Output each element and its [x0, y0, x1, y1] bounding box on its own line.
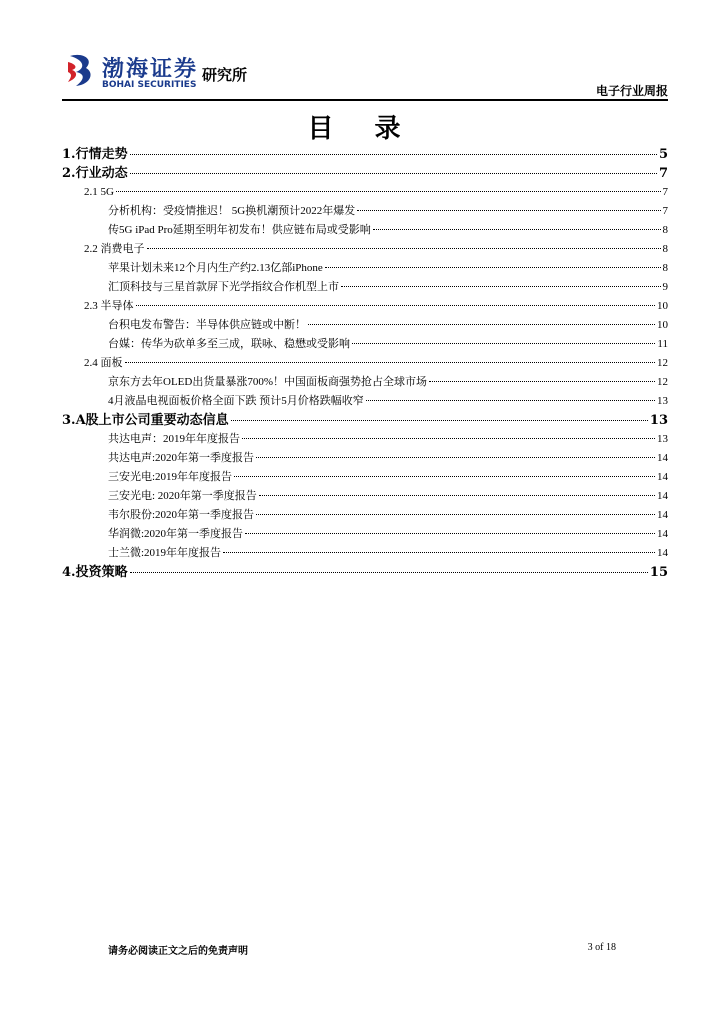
toc-dot-leader [234, 476, 655, 477]
toc-entry[interactable] [62, 259, 668, 278]
toc-dot-leader [259, 495, 655, 496]
toc-entry-page: 7 [662, 186, 668, 198]
toc-entry-label: 3.A股上市公司重要动态信息 [62, 413, 229, 428]
toc-entry[interactable] [62, 278, 668, 297]
toc-dot-leader [116, 191, 661, 192]
toc-entry[interactable] [62, 411, 668, 430]
toc-entry[interactable] [62, 487, 668, 506]
toc-entry-label: 2.4 面板 [84, 357, 123, 369]
toc-entry[interactable] [62, 221, 668, 240]
toc-entry-label: 京东方去年OLED出货量暴涨700%！中国面板商强势抢占全球市场 [108, 376, 427, 388]
toc-entry[interactable] [62, 373, 668, 392]
toc-entry-label: 4月液晶电视面板价格全面下跌 预计5月价格跌幅收窄 [108, 395, 364, 407]
toc-title: 目 录 [307, 114, 417, 144]
toc-entry-page: 9 [662, 281, 668, 293]
toc-entry-label: 士兰微:2019年年度报告 [108, 547, 222, 559]
toc-dot-leader [242, 438, 655, 439]
toc-entry-label: 传5G iPad Pro延期至明年初发布！供应链布局或受影响 [108, 224, 371, 236]
toc-entry-page: 14 [657, 509, 668, 521]
toc-entry-page: 8 [662, 243, 668, 255]
toc-entry[interactable] [62, 544, 668, 563]
toc-entry-label: 2.2 消费电子 [84, 243, 145, 255]
toc-entry-page: 8 [662, 224, 668, 236]
toc-dot-leader [130, 173, 657, 174]
toc-entry-page: 13 [657, 433, 668, 445]
toc-dot-leader [373, 229, 661, 230]
toc-entry[interactable] [62, 164, 668, 183]
toc-dot-leader [341, 286, 661, 287]
toc-entry-page: 7 [662, 205, 668, 217]
toc-entry-page: 12 [657, 376, 668, 388]
toc-dot-leader [130, 572, 648, 573]
toc-entry[interactable] [62, 449, 668, 468]
toc-dot-leader [366, 400, 655, 401]
toc-entry[interactable] [62, 354, 668, 373]
toc-dot-leader [245, 533, 655, 534]
toc-entry[interactable] [62, 183, 668, 202]
toc-dot-leader [130, 154, 657, 155]
toc-entry-page: 15 [649, 565, 668, 580]
toc-entry[interactable] [62, 297, 668, 316]
toc-entry-page: 7 [658, 166, 668, 181]
toc-entry-label: 2.3 半导体 [84, 300, 134, 312]
toc-entry[interactable] [62, 240, 668, 259]
toc-entry-page: 11 [657, 338, 668, 350]
toc-entry-label: 汇顶科技与三星首款屏下光学指纹合作机型上市 [108, 281, 339, 293]
toc-entry-page: 14 [657, 471, 668, 483]
logo-english-name: BOHAI SECURITIES [102, 80, 197, 90]
toc-entry[interactable] [62, 316, 668, 335]
toc-dot-leader [223, 552, 655, 553]
toc-entry[interactable] [62, 202, 668, 221]
toc-entry[interactable] [62, 563, 668, 582]
toc-entry-page: 14 [657, 547, 668, 559]
toc-entry-label: 2.1 5G [84, 186, 114, 198]
toc-entry-label: 2.行业动态 [62, 166, 128, 181]
table-of-contents [62, 145, 668, 582]
toc-entry-label: 三安光电: 2020年第一季度报告 [108, 490, 257, 502]
bohai-logo-icon [64, 52, 96, 88]
toc-entry-label: 台媒：传华为砍单多至三成，联咏、稳懋或受影响 [108, 338, 350, 350]
toc-dot-leader [147, 248, 661, 249]
toc-entry-label: 三安光电:2019年年度报告 [108, 471, 233, 483]
toc-entry-label: 韦尔股份:2020年第一季度报告 [108, 509, 255, 521]
toc-entry-page: 13 [657, 395, 668, 407]
toc-dot-leader [308, 324, 655, 325]
toc-entry-label: 苹果计划未来12个月内生产约2.13亿部iPhone [108, 262, 323, 274]
toc-dot-leader [357, 210, 660, 211]
toc-entry[interactable] [62, 145, 668, 164]
toc-entry[interactable] [62, 335, 668, 354]
toc-entry-page: 8 [662, 262, 668, 274]
toc-entry-page: 5 [658, 147, 668, 162]
toc-dot-leader [231, 420, 648, 421]
toc-entry[interactable] [62, 525, 668, 544]
logo-chinese-name: 渤海证券 [102, 57, 199, 82]
toc-entry-label: 4.投资策略 [62, 565, 128, 580]
toc-entry-page: 10 [657, 319, 668, 331]
toc-entry-page: 10 [657, 300, 668, 312]
toc-dot-leader [125, 362, 656, 363]
toc-entry[interactable] [62, 392, 668, 411]
footer-disclaimer: 请务必阅读正文之后的免责声明 [108, 946, 248, 957]
toc-dot-leader [352, 343, 655, 344]
toc-dot-leader [325, 267, 661, 268]
toc-dot-leader [429, 381, 655, 382]
report-type: 电子行业周报 [595, 84, 668, 98]
institute-label: 研究所 [202, 66, 248, 84]
toc-entry-page: 13 [649, 413, 668, 428]
toc-entry-page: 12 [657, 357, 668, 369]
toc-entry[interactable] [62, 506, 668, 525]
toc-entry-page: 14 [657, 528, 668, 540]
toc-entry[interactable] [62, 430, 668, 449]
toc-entry-label: 分析机构：受疫情推迟！ 5G换机潮预计2022年爆发 [108, 205, 356, 217]
toc-entry-page: 14 [657, 490, 668, 502]
toc-entry-label: 1.行情走势 [62, 147, 128, 162]
page-indicator: 3 of 18 [587, 942, 616, 953]
header-divider [62, 99, 668, 101]
toc-entry-label: 台积电发布警告：半导体供应链或中断！ [108, 319, 306, 331]
toc-dot-leader [256, 514, 655, 515]
toc-entry-label: 共达电声:2020年第一季度报告 [108, 452, 255, 464]
toc-dot-leader [256, 457, 655, 458]
toc-entry-page: 14 [657, 452, 668, 464]
toc-entry-label: 共达电声：2019年年度报告 [108, 433, 240, 445]
toc-entry[interactable] [62, 468, 668, 487]
toc-dot-leader [136, 305, 656, 306]
toc-entry-label: 华润微:2020年第一季度报告 [108, 528, 244, 540]
page-header [62, 40, 668, 100]
